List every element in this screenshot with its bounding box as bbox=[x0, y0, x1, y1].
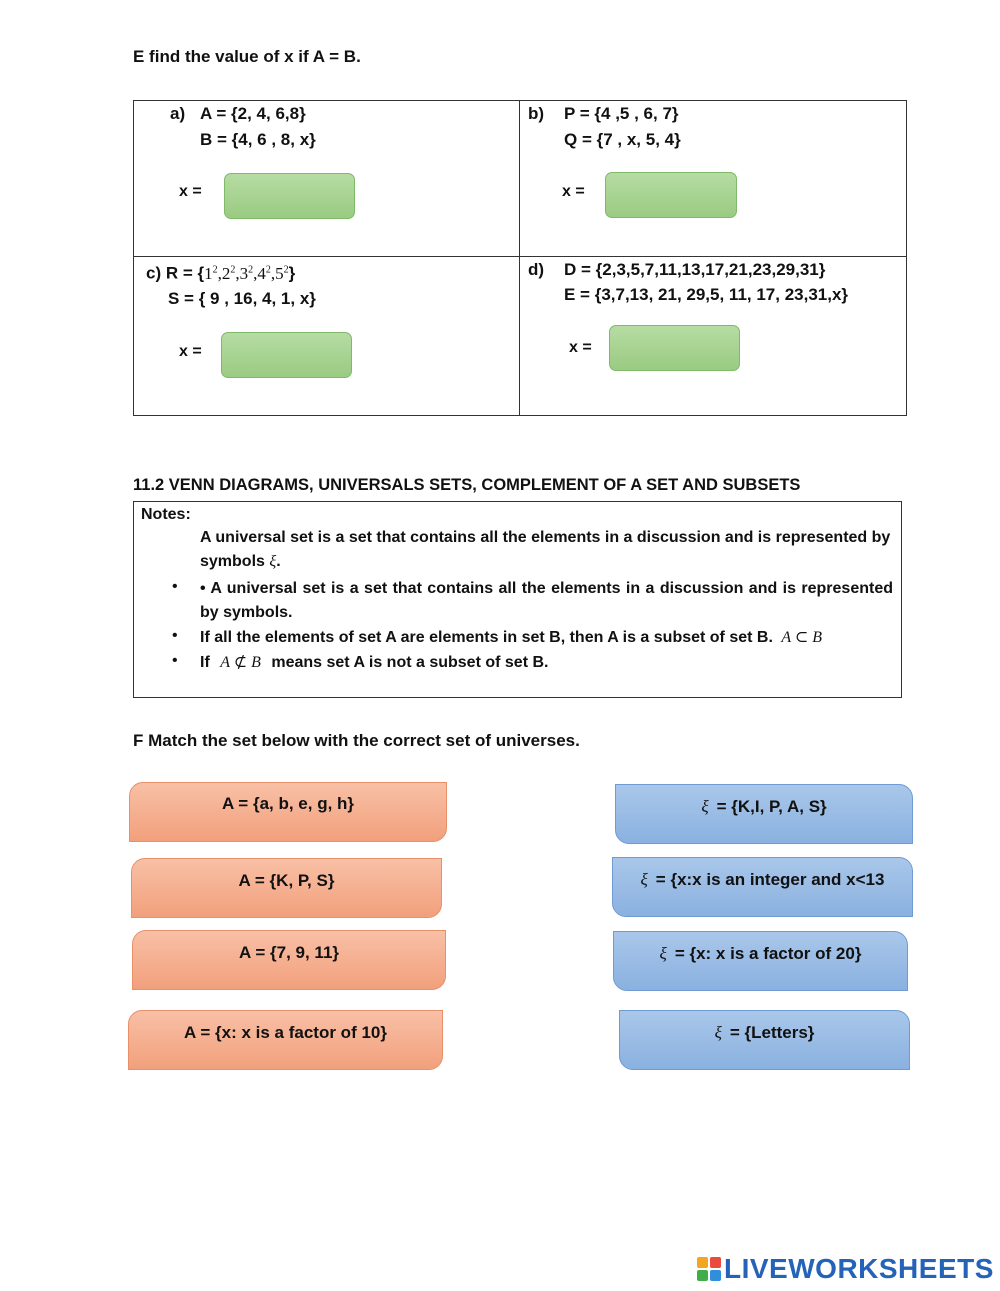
section-e-title: E find the value of x if A = B. bbox=[133, 47, 361, 66]
logo-icon bbox=[697, 1257, 721, 1281]
question-a-set-b: B = {4, 6 , 8, x} bbox=[200, 130, 316, 149]
question-a-set-a: A = {2, 4, 6,8} bbox=[200, 104, 306, 123]
note-universal-set: A universal set is a set that contains all the elements in a discussion and is represented by symbols ξ. bbox=[200, 529, 891, 570]
section-f-title: F Match the set below with the correct set of universes. bbox=[133, 731, 580, 750]
xi-symbol: ξ bbox=[269, 553, 277, 570]
question-c-set-r bbox=[146, 257, 295, 287]
note-universal-set-repeat: • A universal set is a set that contains all the elements in a discussion and is represented by symbols. bbox=[200, 580, 893, 621]
notes-label: Notes: bbox=[141, 506, 191, 523]
question-d-x-label: x = bbox=[569, 339, 592, 356]
question-d-label: d) bbox=[528, 260, 545, 279]
match-set-card-2[interactable]: A = {K, P, S} bbox=[131, 858, 442, 918]
answer-input-d[interactable] bbox=[609, 325, 740, 371]
set-r-suffix: } bbox=[288, 263, 296, 283]
question-a-label: a) bbox=[170, 104, 186, 123]
match-set-card-1[interactable]: A = {a, b, e, g, h} bbox=[129, 782, 447, 842]
logo-text: LIVEWORKSHEETS bbox=[724, 1253, 994, 1284]
bullet-1: • bbox=[172, 578, 178, 595]
liveworksheets-logo bbox=[697, 1252, 994, 1286]
question-c-label: c) bbox=[146, 263, 162, 283]
xi-symbol: ξ bbox=[701, 797, 709, 816]
set-r-terms: $1^2,2^2,3^2,4^2,5^2$ bbox=[204, 263, 289, 283]
bullet-3: • bbox=[172, 652, 178, 669]
subset-expression: A ⊂ B bbox=[781, 629, 823, 646]
xi-symbol: ξ bbox=[640, 870, 648, 889]
question-c-x-label: x = bbox=[179, 343, 202, 360]
answer-input-c[interactable] bbox=[221, 332, 352, 378]
question-d-set-d: D = {2,3,5,7,11,13,17,21,23,29,31} bbox=[564, 260, 826, 279]
match-universe-card-4[interactable]: ξ = {Letters} bbox=[619, 1010, 910, 1070]
table-divider-vertical bbox=[519, 100, 520, 416]
match-universe-card-3[interactable]: ξ = {x: x is a factor of 20} bbox=[613, 931, 908, 991]
question-b-x-label: x = bbox=[562, 183, 585, 200]
note-subset: If all the elements of set A are elements in set B, then A is a subset of set B. A ⊂ B bbox=[200, 629, 823, 646]
xi-symbol: ξ bbox=[659, 944, 667, 963]
question-d-set-e: E = {3,7,13, 21, 29,5, 11, 17, 23,31,x} bbox=[564, 285, 849, 304]
match-universe-card-1[interactable]: ξ = {K,I, P, A, S} bbox=[615, 784, 913, 844]
set-r-prefix: R = { bbox=[165, 263, 205, 283]
question-a-x-label: x = bbox=[179, 183, 202, 200]
question-c-set-s: S = { 9 , 16, 4, 1, x} bbox=[168, 289, 316, 308]
answer-input-b[interactable] bbox=[605, 172, 737, 218]
section-11-2-title: 11.2 VENN DIAGRAMS, UNIVERSALS SETS, COMPLEMENT OF A SET AND SUBSETS bbox=[133, 476, 801, 494]
note-not-subset: If A ⊄ B means set A is not a subset of set B. bbox=[200, 654, 549, 671]
bullet-2: • bbox=[172, 627, 178, 644]
question-b-set-q: Q = {7 , x, 5, 4} bbox=[564, 130, 681, 149]
question-b-label: b) bbox=[528, 104, 545, 123]
answer-input-a[interactable] bbox=[224, 173, 355, 219]
match-universe-card-2[interactable]: ξ = {x:x is an integer and x<13 bbox=[612, 857, 913, 917]
match-set-card-4[interactable]: A = {x: x is a factor of 10} bbox=[128, 1010, 443, 1070]
not-subset-expression: A ⊄ B bbox=[220, 654, 261, 671]
question-b-set-p: P = {4 ,5 , 6, 7} bbox=[564, 104, 679, 123]
xi-symbol: ξ bbox=[714, 1023, 722, 1042]
match-set-card-3[interactable]: A = {7, 9, 11} bbox=[132, 930, 446, 990]
